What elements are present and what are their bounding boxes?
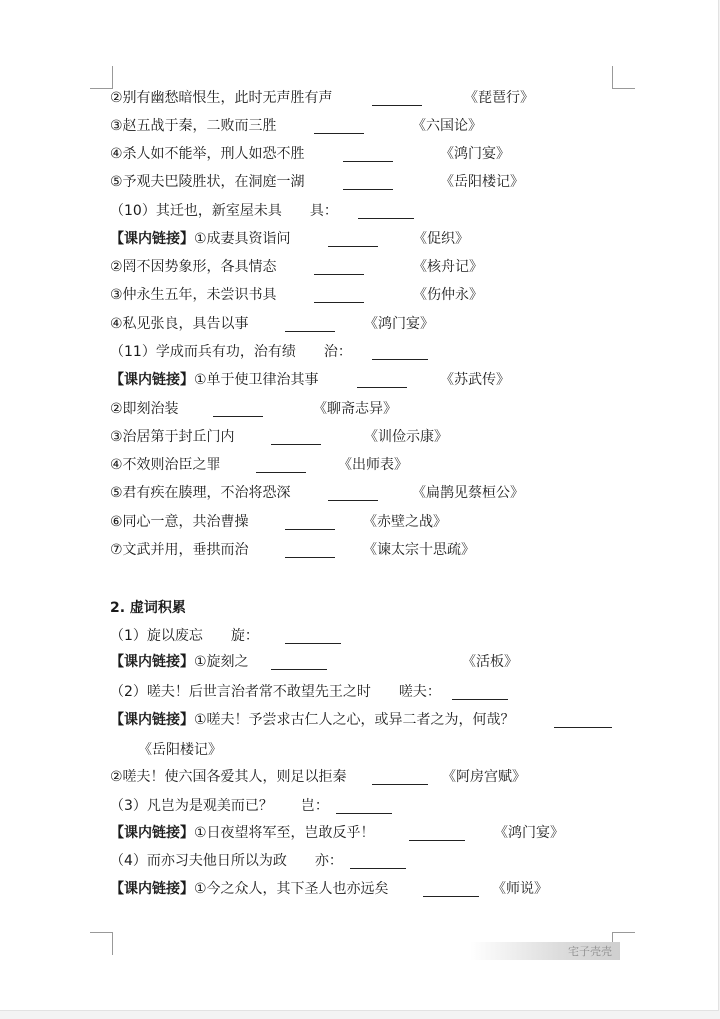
answer-blank	[271, 428, 321, 445]
answer-blank	[328, 230, 378, 247]
doc-line: 【课内链接】①日夜望将军至，岂敢反乎！	[110, 825, 375, 841]
answer-blank	[314, 117, 364, 134]
source-title: 《谏太宗十思疏》	[363, 542, 475, 558]
source-title: 《阿房宫赋》	[442, 769, 526, 785]
answer-blank	[343, 173, 393, 190]
answer-blank	[256, 456, 306, 473]
source-title: 《扁鹊见蔡桓公》	[412, 485, 524, 501]
doc-line: ④不效则治臣之罪	[110, 457, 221, 473]
doc-line: ②嗟夫！使六国各爱其人，则足以拒秦	[110, 769, 347, 785]
source-title: 《鸿门宴》	[494, 825, 564, 841]
source-title: 《苏武传》	[440, 372, 510, 388]
answer-blank	[285, 315, 335, 332]
doc-line: ②罔不因势象形，各具情态	[110, 259, 277, 275]
doc-line: ④私见张良，具告以事	[110, 316, 249, 332]
doc-line: （4）而亦习夫他日所以为政 亦：	[110, 853, 343, 869]
answer-blank	[285, 541, 335, 558]
doc-line: （10）其迁也，新室屋未具 具：	[110, 203, 338, 219]
source-title: 《琵琶行》	[464, 90, 534, 106]
answer-blank	[314, 286, 364, 303]
doc-line: （3）凡岂为是观美而已？ 岂：	[110, 798, 329, 814]
answer-blank	[314, 258, 364, 275]
section-heading: 2. 虚词积累	[110, 600, 186, 616]
doc-line: ③仲永生五年，未尝识书具	[110, 287, 277, 303]
doc-line: 【课内链接】①嗟夫！予尝求古仁人之心，或异二者之为，何哉？	[110, 712, 515, 728]
doc-line: ⑤君有疾在腠理，不治将恐深	[110, 485, 291, 501]
doc-line: 【课内链接】①单于使卫律治其事	[110, 372, 319, 388]
crop-mark	[90, 932, 113, 955]
watermark: 宅子壳壳	[470, 942, 620, 960]
source-title: 《岳阳楼记》	[440, 174, 524, 190]
doc-line: （1）旋以废忘 旋：	[110, 628, 259, 644]
answer-blank	[213, 400, 263, 417]
answer-blank	[409, 824, 465, 841]
doc-line: ②即刻治装	[110, 401, 179, 417]
doc-line: ⑥同心一意，共治曹操	[110, 514, 249, 530]
source-title: 《出师表》	[338, 457, 408, 473]
source-title: 《鸿门宴》	[364, 316, 434, 332]
answer-blank	[372, 768, 428, 785]
source-title: 《促织》	[413, 231, 469, 247]
doc-line: ⑤予观夫巴陵胜状，在洞庭一湖	[110, 174, 305, 190]
answer-blank	[358, 202, 414, 219]
source-title: 《活板》	[462, 654, 518, 670]
answer-blank	[271, 653, 327, 670]
doc-line: ③赵五战于秦，二败而三胜	[110, 118, 277, 134]
doc-line: （11）学成而兵有功，治有绩 治：	[110, 344, 352, 360]
doc-line: ④杀人如不能举，刑人如恐不胜	[110, 146, 305, 162]
answer-blank	[336, 797, 392, 814]
answer-blank	[343, 145, 393, 162]
answer-blank	[285, 627, 341, 644]
answer-blank	[328, 484, 378, 501]
source-title: 《师说》	[492, 881, 548, 897]
doc-line: ②别有幽愁暗恨生，此时无声胜有声	[110, 90, 333, 106]
answer-blank	[285, 513, 335, 530]
source-title: 《六国论》	[412, 118, 482, 134]
source-title: 《核舟记》	[413, 259, 483, 275]
doc-line: ⑦文武并用，垂拱而治	[110, 542, 249, 558]
source-title: 《鸿门宴》	[440, 146, 510, 162]
answer-blank	[372, 343, 428, 360]
doc-line: 【课内链接】①旋刻之	[110, 654, 249, 670]
doc-line: （2）嗟夫！后世言治者常不敢望先王之时 嗟夫：	[110, 684, 441, 700]
answer-blank	[554, 711, 612, 728]
doc-line: 《岳阳楼记》	[138, 742, 222, 758]
source-title: 《训俭示康》	[364, 429, 448, 445]
answer-blank	[372, 89, 422, 106]
answer-blank	[357, 371, 407, 388]
source-title: 《聊斋志异》	[313, 401, 397, 417]
crop-mark	[612, 66, 635, 89]
doc-line: ③治居第于封丘门内	[110, 429, 235, 445]
answer-blank	[452, 683, 508, 700]
doc-line: 【课内链接】①今之众人，其下圣人也亦远矣	[110, 881, 389, 897]
source-title: 《赤壁之战》	[363, 514, 447, 530]
source-title: 《伤仲永》	[413, 287, 483, 303]
answer-blank	[423, 880, 479, 897]
answer-blank	[350, 852, 406, 869]
doc-line: 【课内链接】①成妻具资诣问	[110, 231, 291, 247]
